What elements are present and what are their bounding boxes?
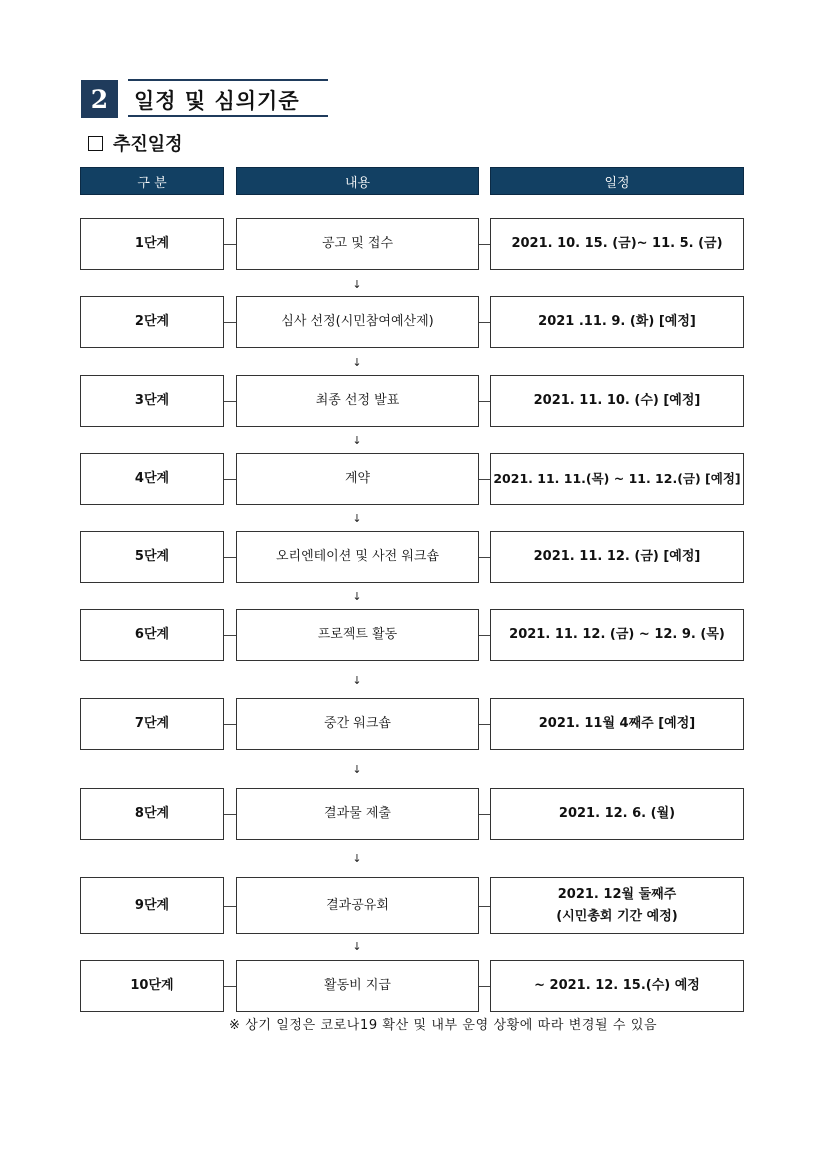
- content-box: 계약: [236, 453, 479, 505]
- connector-line: [224, 479, 236, 480]
- content-box: 활동비 지급: [236, 960, 479, 1012]
- connector-line: [479, 635, 490, 636]
- schedule-box: 2021. 11. 11.(목) ~ 11. 12.(금) [예정]: [490, 453, 744, 505]
- header-schedule: 일정: [490, 167, 744, 195]
- down-arrow-icon: ↓: [352, 512, 362, 525]
- down-arrow-icon: ↓: [352, 763, 362, 776]
- down-arrow-icon: ↓: [352, 852, 362, 865]
- stage-box: 9단계: [80, 877, 224, 934]
- down-arrow-icon: ↓: [352, 940, 362, 953]
- down-arrow-icon: ↓: [352, 278, 362, 291]
- footnote: ※ 상기 일정은 코로나19 확산 및 내부 운영 상황에 따라 변경될 수 있음: [229, 1018, 658, 1033]
- connector-line: [224, 244, 236, 245]
- schedule-box: [490, 877, 744, 934]
- stage-box: 6단계: [80, 609, 224, 661]
- connector-line: [224, 557, 236, 558]
- stage-box: 3단계: [80, 375, 224, 427]
- schedule-box: 2021. 11. 12. (금) [예정]: [490, 531, 744, 583]
- section-title-frame: [128, 79, 328, 117]
- connector-line: [479, 479, 490, 480]
- subheading: [88, 130, 183, 156]
- content-box: 공고 및 접수: [236, 218, 479, 270]
- connector-line: [479, 557, 490, 558]
- stage-box: 1단계: [80, 218, 224, 270]
- down-arrow-icon: ↓: [352, 674, 362, 687]
- stage-box: 5단계: [80, 531, 224, 583]
- down-arrow-icon: ↓: [352, 356, 362, 369]
- connector-line: [479, 401, 490, 402]
- connector-line: [479, 814, 490, 815]
- connector-line: [224, 814, 236, 815]
- schedule-box: 2021. 11. 12. (금) ~ 12. 9. (목): [490, 609, 744, 661]
- schedule-lines: [556, 884, 677, 927]
- content-box: 중간 워크숍: [236, 698, 479, 750]
- connector-line: [479, 244, 490, 245]
- connector-line: [224, 724, 236, 725]
- schedule-box: 2021. 11월 4째주 [예정]: [490, 698, 744, 750]
- connector-line: [224, 322, 236, 323]
- checkbox-icon: [88, 136, 103, 151]
- connector-line: [479, 986, 490, 987]
- schedule-box: 2021. 11. 10. (수) [예정]: [490, 375, 744, 427]
- connector-line: [479, 906, 490, 907]
- schedule-box: ~ 2021. 12. 15.(수) 예정: [490, 960, 744, 1012]
- subheading-label: 추진일정: [113, 134, 183, 155]
- connector-line: [479, 724, 490, 725]
- connector-line: [224, 906, 236, 907]
- content-box: 최종 선정 발표: [236, 375, 479, 427]
- schedule-box: 2021. 10. 15. (금)~ 11. 5. (금): [490, 218, 744, 270]
- stage-box: 4단계: [80, 453, 224, 505]
- header-content: 내용: [236, 167, 479, 195]
- stage-box: 10단계: [80, 960, 224, 1012]
- content-box: 프로젝트 활동: [236, 609, 479, 661]
- content-box: 결과공유회: [236, 877, 479, 934]
- down-arrow-icon: ↓: [352, 590, 362, 603]
- schedule-line: 2021. 12월 둘째주: [557, 887, 677, 903]
- connector-line: [224, 635, 236, 636]
- connector-line: [224, 986, 236, 987]
- connector-line: [224, 401, 236, 402]
- schedule-box: 2021 .11. 9. (화) [예정]: [490, 296, 744, 348]
- stage-box: 8단계: [80, 788, 224, 840]
- section-number-badge: 2: [81, 80, 118, 118]
- section-title: 일정 및 심의기준: [134, 89, 300, 113]
- schedule-box: 2021. 12. 6. (월): [490, 788, 744, 840]
- content-box: 오리엔테이션 및 사전 워크숍: [236, 531, 479, 583]
- connector-line: [479, 322, 490, 323]
- header-stage: 구 분: [80, 167, 224, 195]
- schedule-line: (시민총회 기간 예정): [556, 908, 678, 924]
- stage-box: 7단계: [80, 698, 224, 750]
- down-arrow-icon: ↓: [352, 434, 362, 447]
- stage-box: 2단계: [80, 296, 224, 348]
- content-box: 결과물 제출: [236, 788, 479, 840]
- content-box: 심사 선정(시민참여예산제): [236, 296, 479, 348]
